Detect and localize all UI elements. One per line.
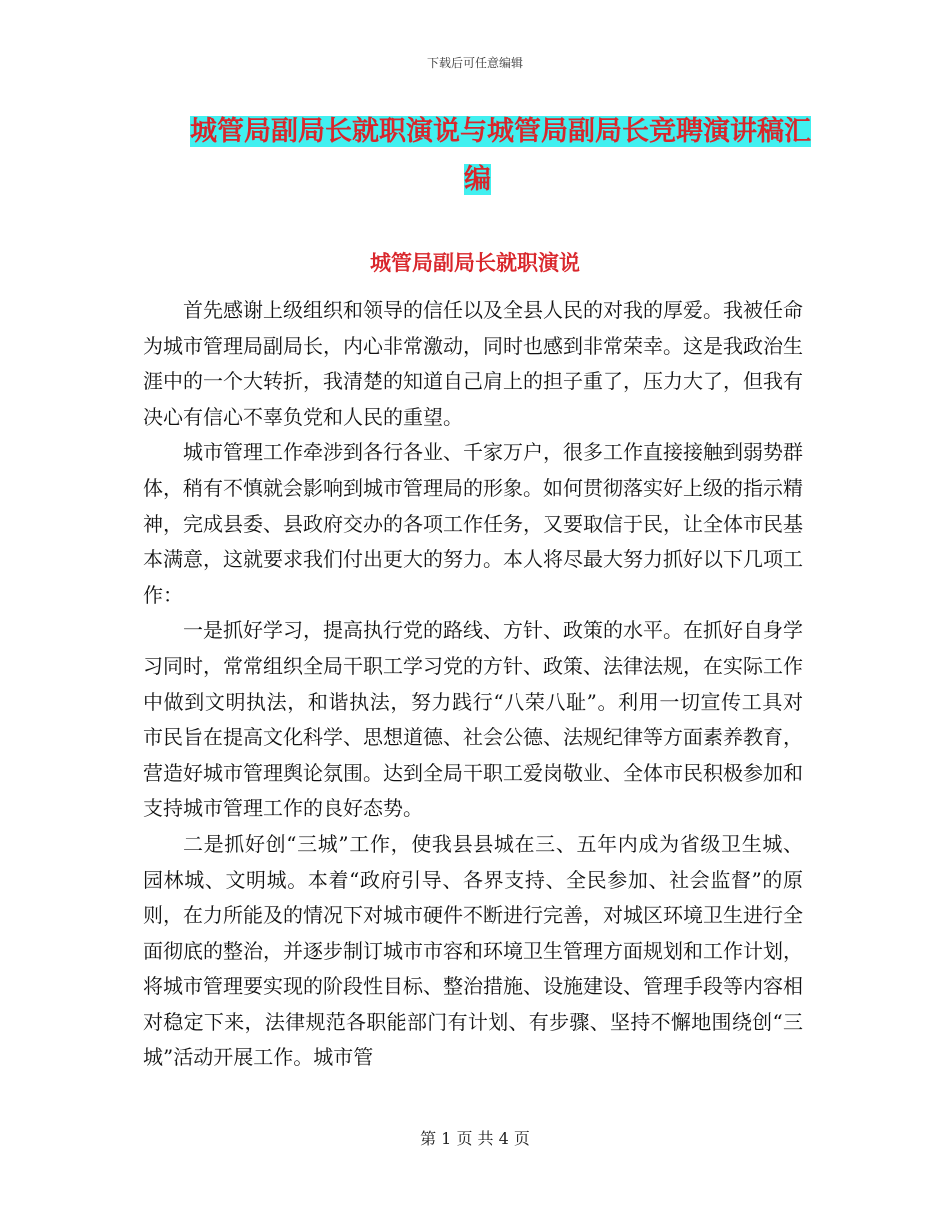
title-line-2: 编 bbox=[464, 164, 491, 195]
paragraph-2: 城市管理工作牵涉到各行各业、千家万户，很多工作直接接触到弱势群体，稍有不慎就会影响到城市管理局的形象。如何贯彻落实好上级的指示精神，完成县委、县政府交办的各项工作任务，又要取信于民，让全体市民基本满意，这就要求我们付出更大的努力。本人将尽最大努力抓好以下几项工作： bbox=[143, 440, 803, 607]
paragraph-4: 二是抓好创“三城”工作，使我县县城在三、五年内成为省级卫生城、园林城、文明城。本着“政府引导、各界支持、全民参加、社会监督”的原则，在力所能及的情况下对城市硬件不断进行完善，对城区环境卫生进行全面彻底的整治，并逐步制订城市市容和环境卫生管理方面规划和工作计划，将城市管理要实现的阶段性目标、整治措施、设施建设、管理手段等内容相对稳定下来，法律规范各职能部门有计划、有步骤、坚持不懈地围绕创“三城”活动开展工作。城市管 bbox=[143, 831, 803, 1070]
section-title: 城管局副局长就职演说 bbox=[370, 250, 580, 275]
page-footer: 第 1 页 共 4 页 bbox=[420, 1129, 530, 1148]
header-note: 下载后可任意编辑 bbox=[426, 56, 523, 70]
body-text bbox=[143, 293, 803, 1076]
document-title bbox=[190, 108, 810, 204]
title-line-1: 城管局副局长就职演说与城管局副局长竞聘演讲稿汇 bbox=[190, 116, 811, 147]
paragraph-1: 首先感谢上级组织和领导的信任以及全县人民的对我的厚爱。我被任命为城市管理局副局长，内心非常激动，同时也感到非常荣幸。这是我政治生涯中的一个大转折，我清楚的知道自己肩上的担子重了，压力大了，但我有决心有信心不辜负党和人民的重望。 bbox=[143, 298, 803, 429]
paragraph-3: 一是抓好学习，提高执行党的路线、方针、政策的水平。在抓好自身学习同时，常常组织全局干职工学习党的方针、政策、法律法规，在实际工作中做到文明执法，和谐执法，努力践行“八荣八耻”。利用一切宣传工具对市民旨在提高文化科学、思想道德、社会公德、法规纪律等方面素养教育，营造好城市管理舆论氛围。达到全局干职工爱岗敬业、全体市民积极参加和支持城市管理工作的良好态势。 bbox=[143, 618, 803, 821]
